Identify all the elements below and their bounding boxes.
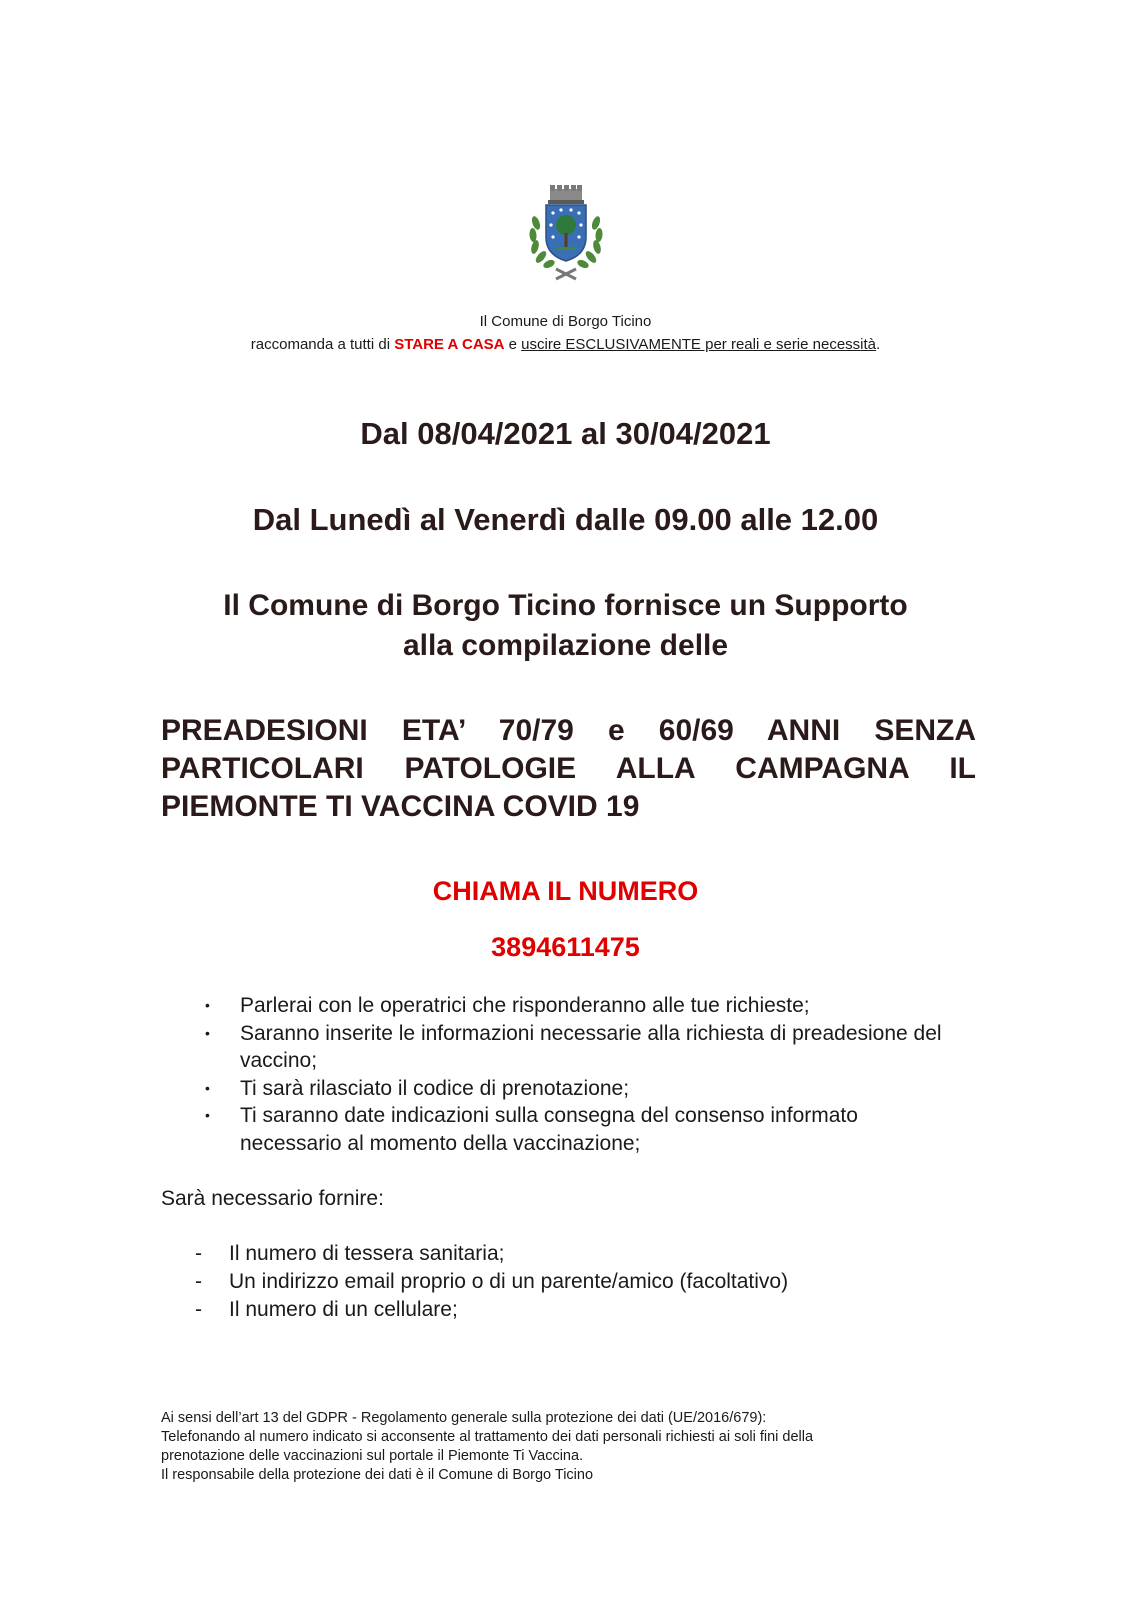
campaign-line-3: PIEMONTE TI VACCINA COVID 19 — [161, 790, 640, 823]
dash-icon: - — [195, 1270, 202, 1293]
requirements-list — [195, 1240, 955, 1324]
list-item: • Ti sarà rilasciato il codice di prenotazione; — [205, 1075, 965, 1103]
campaign-line-1: PREADESIONI ETA’ 70/79 e 60/69 ANNI SENZA — [161, 714, 976, 747]
phone-number[interactable]: 3894611475 — [491, 932, 640, 962]
privacy-line-2: Telefonando al numero indicato si acconsente al trattamento dei dati personali richiesti ai soli fini della — [161, 1429, 814, 1445]
list-item: • Parlerai con le operatrici che risponderanno alle tue richieste; — [205, 992, 965, 1020]
campaign-title — [161, 712, 976, 826]
privacy-line-4: Il responsabile della protezione dei dati è il Comune di Borgo Ticino — [161, 1467, 594, 1483]
support-line-2: alla compilazione delle — [402, 629, 729, 662]
bullet-icon: • — [205, 997, 210, 1013]
bullet-icon: • — [205, 1107, 210, 1123]
stay-home-highlight: STARE A CASA — [394, 336, 505, 353]
privacy-line-1: Ai sensi dell’art 13 del GDPR - Regolamento generale sulla protezione dei dati (UE/2016/679): — [161, 1410, 767, 1426]
municipal-crest-logo — [526, 185, 606, 285]
intro-end: . — [876, 336, 881, 353]
campaign-line-2: PARTICOLARI PATOLOGIE ALLA CAMPAGNA IL — [161, 752, 976, 785]
bullet-icon: • — [205, 1079, 210, 1096]
list-item: • Saranno inserite le informazioni necessarie alla richiesta di preadesione del vaccino; — [205, 1021, 942, 1072]
dash-icon: - — [195, 1298, 202, 1321]
privacy-line-3: prenotazione delle vaccinazioni sul portale il Piemonte Ti Vaccina. — [161, 1448, 584, 1464]
intro-line-municipality: Il Comune di Borgo Ticino — [479, 313, 652, 330]
requirements-title: Sarà necessario fornire: — [161, 1187, 384, 1210]
dash-icon: - — [195, 1242, 202, 1265]
intro-line-recommendation — [0, 333, 1131, 356]
intro-prefix: raccomanda a tutti di — [250, 336, 395, 353]
bullet-icon: • — [205, 1024, 210, 1041]
support-heading — [0, 586, 1131, 666]
call-label: CHIAMA IL NUMERO — [432, 876, 699, 906]
date-range-heading: Dal 08/04/2021 al 30/04/2021 — [360, 416, 771, 451]
support-line-1: Il Comune di Borgo Ticino fornisce un Supporto — [223, 589, 908, 622]
privacy-notice — [161, 1409, 981, 1485]
list-item: • Ti saranno date indicazioni sulla consegna del consenso informato necessario al momento della vaccinazione; — [205, 1104, 858, 1155]
intro-text — [0, 310, 1131, 356]
list-item: - Il numero di tessera sanitaria; — [195, 1240, 955, 1268]
info-bullet-list — [205, 992, 965, 1157]
opening-hours-heading: Dal Lunedì al Venerdì dalle 09.00 alle 12.00 — [252, 502, 879, 537]
intro-mid: e — [504, 336, 522, 353]
go-out-only-notice: uscire ESCLUSIVAMENTE per reali e serie necessità — [521, 336, 877, 353]
list-item: - Il numero di un cellulare; — [195, 1296, 955, 1324]
list-item: - Un indirizzo email proprio o di un parente/amico (facoltativo) — [195, 1268, 955, 1296]
